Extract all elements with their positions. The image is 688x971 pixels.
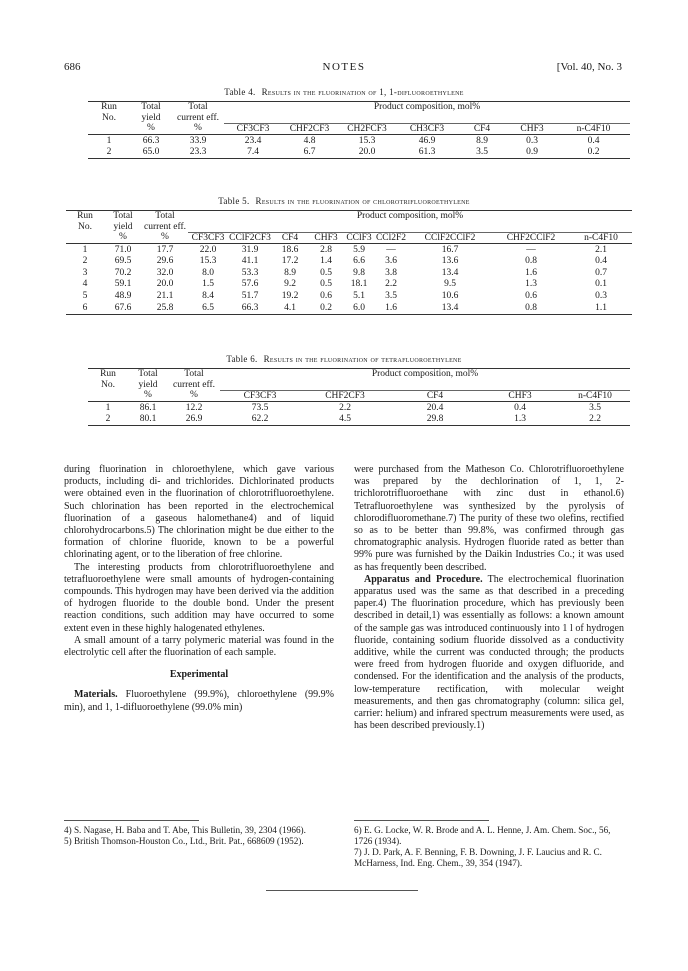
- table5-col-header: CClF2CF3: [229, 232, 271, 243]
- table5-cell: 32.0: [156, 267, 174, 278]
- table6-cell: 0.4: [514, 402, 526, 413]
- table5-cell: 6.5: [188, 302, 228, 314]
- table5-col-header: CClF3: [344, 232, 374, 244]
- volume-info: [Vol. 40, No. 3: [556, 61, 622, 73]
- table5-row: [66, 244, 632, 256]
- table4-col-header: CHF2CF3: [282, 123, 337, 135]
- table4-title: Results in the fluorination of 1, 1-difluoroethylene: [261, 87, 464, 97]
- table4-cell: 0.9: [507, 147, 557, 159]
- table4-row: [88, 147, 630, 159]
- table4-cell: 4.8: [303, 135, 316, 146]
- table5-cell: 5: [82, 290, 88, 301]
- table4-eff-label2: current eff.: [176, 112, 220, 123]
- table4-cell: 6.7: [282, 147, 337, 159]
- table6-yield-unit: %: [128, 390, 168, 402]
- table5-cell: 8.0: [202, 267, 214, 278]
- end-rule: [266, 890, 418, 891]
- table5-cell: 8.9: [284, 267, 296, 278]
- table5: [66, 210, 632, 315]
- left-paragraph-1: during fluorination in chloroethylene, which gave various products, including di- and trichlorides. Dichlorinated products were obtained even in the fluorination of chlorotrifluoroethylene. Such chlorination has been reported in the electrochemical fluorination of a gaseous halomethane4) and of liquid chlorohydrocarbons.5) The chlorination might be due either to the formation of chlorine fluoride, known to be a powerful chlorinating agent, or to the liberation of free chlorine.: [64, 464, 334, 561]
- table5-cell: 0.6: [525, 290, 537, 301]
- left-footnotes: [64, 825, 334, 847]
- table6-caption: [0, 354, 688, 364]
- table5-yield-label: Total: [104, 211, 142, 222]
- table5-cell: 69.5: [114, 256, 132, 267]
- table6-cell: 2: [88, 414, 128, 426]
- running-head: NOTES: [322, 61, 366, 73]
- table4-cell: 1: [106, 135, 112, 146]
- table5-cell: 1.1: [570, 302, 632, 314]
- table4-col-header: CH2FCF3: [337, 123, 397, 135]
- table4-cell: 8.9: [476, 135, 488, 146]
- right-footnotes: [354, 825, 624, 869]
- footnote-4: 4) S. Nagase, H. Baba and T. Abe, This Bulletin, 39, 2304 (1966).: [64, 825, 306, 835]
- table5-cell: 41.1: [241, 256, 259, 267]
- table4-no-label: No.: [102, 112, 116, 123]
- table5-cell: 31.9: [241, 244, 259, 255]
- table5-cell: 0.2: [308, 302, 344, 314]
- table5-cell: 3.6: [385, 256, 397, 267]
- page-number: 686: [64, 61, 81, 73]
- table5-cell: 2.8: [320, 244, 332, 255]
- table4-col-header: n-C4F10: [557, 123, 630, 135]
- table4-yield-label: Total: [130, 102, 172, 113]
- left-column: [64, 464, 334, 714]
- table4-number: Table 4.: [224, 87, 256, 97]
- table5-cell: 0.8: [525, 256, 537, 267]
- table4-cell: 0.4: [587, 135, 600, 146]
- table6-col-header: CF3CF3: [220, 390, 300, 402]
- table5-cell: 9.2: [284, 279, 296, 290]
- table6-cell: 73.5: [251, 402, 269, 413]
- right-footnote-rule: [354, 820, 489, 821]
- table5-title: Results in the fluorination of chlorotrifluoroethylene: [255, 196, 470, 206]
- table6-no-label: No.: [101, 379, 115, 390]
- table4-cell: 23.4: [244, 135, 262, 146]
- table4-cell: 7.4: [224, 147, 282, 159]
- table5-cell: 9.5: [444, 279, 456, 290]
- table6-eff-label2: current eff.: [172, 379, 216, 390]
- table5-cell: 6.0: [344, 302, 374, 314]
- table6: [88, 368, 630, 426]
- table5-cell: 22.0: [199, 244, 217, 255]
- table4-cell: 23.3: [172, 147, 224, 159]
- apparatus-label: Apparatus and Procedure.: [364, 573, 483, 585]
- table6-product-header: Product composition, mol%: [220, 369, 630, 380]
- table4-col-header: CF3CF3: [224, 123, 282, 135]
- table5-cell: 5.9: [353, 244, 365, 255]
- table5-cell: 5.1: [353, 290, 365, 301]
- table4-yield-label2: yield: [141, 112, 161, 123]
- table5-cell: 71.0: [114, 244, 132, 255]
- table5-cell: 0.4: [595, 256, 607, 267]
- apparatus-text: The electrochemical fluorination apparatus used was the same as that described in a preceding paper.4) The fluorination procedure, which has previously been described in detail,1) was essentially as follows: a known amount of the sample gas was introduced continuously into 1 l of hydrogen fluoride, containing sodium fluoride dissolved as a conductivity additive, while the current was conducted through; the products were freed from hydrogen fluoride and oxygen difluoride, and condensed. For the identification and the analysis of the products, low-temperature rectification, with molecular weight measurements, and then gas chromatography (column: silica gel, carrier: helium) and infrared spectrum measurements were used, as has been described previously.1): [354, 573, 624, 732]
- table5-eff-label2: current eff.: [143, 221, 187, 232]
- table5-cell: 6.6: [353, 256, 365, 267]
- table5-eff-label: Total: [142, 211, 188, 222]
- table5-cell: 1.3: [525, 279, 537, 290]
- table5-cell: 29.6: [156, 256, 174, 267]
- table4-cell: 46.9: [418, 135, 436, 146]
- table5-yield-label2: yield: [113, 221, 133, 232]
- table4-cell: 33.9: [189, 135, 207, 146]
- footnote-5: 5) British Thomson-Houston Co., Ltd., Brit. Pat., 668609 (1952).: [64, 836, 304, 846]
- table5-cell: 0.7: [595, 267, 607, 278]
- materials-label: Materials.: [74, 689, 118, 701]
- table5-cell: 0.6: [320, 290, 332, 301]
- table4-eff-label: Total: [172, 102, 224, 113]
- table5-row: [66, 290, 632, 302]
- table5-col-header: CClF2CClF2: [408, 232, 492, 244]
- table6-cell: 20.4: [426, 402, 444, 413]
- table4-col-header: CH3CF3: [397, 123, 457, 135]
- table6-col-header: n-C4F10: [560, 390, 630, 402]
- table6-cell: 2.2: [339, 402, 351, 413]
- table5-cell: 0.1: [595, 279, 607, 290]
- table6-row: [88, 402, 630, 414]
- table5-col-header: n-C4F10: [570, 232, 632, 244]
- table5-cell: 6: [66, 302, 104, 314]
- table6-number: Table 6.: [226, 354, 258, 364]
- table5-cell: 18.6: [281, 244, 299, 255]
- table6-title: Results in the fluorination of tetrafluoroethylene: [263, 354, 462, 364]
- table5-cell: 0.8: [492, 302, 570, 314]
- table4-cell: 15.3: [358, 135, 376, 146]
- left-footnote-rule: [64, 820, 199, 821]
- table4-brace: [224, 113, 630, 124]
- table5-cell: 1.5: [202, 279, 214, 290]
- table5-cell: 66.3: [228, 302, 272, 314]
- table6-eff-unit: %: [168, 390, 220, 402]
- table5-cell: 10.6: [441, 290, 459, 301]
- table5-cell: 8.4: [202, 290, 214, 301]
- table5-cell: 2.1: [595, 244, 607, 255]
- table6-run-label: Run: [88, 369, 128, 380]
- table5-cell: 0.5: [320, 279, 332, 290]
- table5-cell: 48.9: [114, 290, 132, 301]
- table6-cell: 2.2: [560, 414, 630, 426]
- table5-cell: 59.1: [114, 279, 132, 290]
- table5-cell: 1: [82, 244, 88, 255]
- table4-product-header: Product composition, mol%: [224, 102, 630, 113]
- table4-cell: 0.2: [557, 147, 630, 159]
- table4-run-label: Run: [88, 102, 130, 113]
- left-paragraph-3: A small amount of a tarry polymeric material was found in the electrolytic cell after the fluorination of each sample.: [64, 634, 334, 659]
- table5-cell: 0.5: [320, 267, 332, 278]
- table6-yield-label2: yield: [138, 379, 158, 390]
- table5-cell: 25.8: [142, 302, 188, 314]
- table6-cell: 80.1: [128, 414, 168, 426]
- table4-yield-unit: %: [130, 123, 172, 135]
- table4-cell: 65.0: [130, 147, 172, 159]
- table5-cell: 9.8: [353, 267, 365, 278]
- table5-yield-unit: %: [104, 232, 142, 244]
- table5-col-header: CF3CF3: [188, 232, 228, 244]
- table6-cell: 3.5: [589, 402, 601, 413]
- table5-col-header: CHF3: [308, 232, 344, 244]
- table5-cell: 1.6: [374, 302, 408, 314]
- table5-cell: —: [386, 244, 396, 255]
- table5-caption: [0, 196, 688, 206]
- table5-cell: 70.2: [114, 267, 132, 278]
- table5-cell: 17.2: [281, 256, 299, 267]
- table6-col-header: CF4: [390, 390, 480, 402]
- table4-cell: 66.3: [142, 135, 160, 146]
- table6-cell: 1.3: [480, 414, 560, 426]
- table5-cell: 4: [82, 279, 88, 290]
- table6-brace: [220, 380, 630, 391]
- table5-col-header: CF4: [272, 232, 308, 244]
- left-paragraph-2: The interesting products from chlorotrifluoroethylene and tetrafluoroethylene were small amounts of hydrogen-containing compounds. This hydrogen may have been derived via the addition of hydrogen fluoride to the double bond. Under the present reaction conditions, such addition may have occurred to some extent even in these highly halogenated ethylenes.: [64, 561, 334, 634]
- table4-cell: 3.5: [457, 147, 507, 159]
- footnote-6: 6) E. G. Locke, W. R. Brode and A. L. Henne, J. Am. Chem. Soc., 56, 1726 (1934).: [354, 825, 611, 846]
- table5-cell: 13.4: [408, 302, 492, 314]
- table5-col-header: CCl2F2: [375, 232, 407, 243]
- table5-cell: 18.1: [350, 279, 368, 290]
- table4-col-header: CHF3: [507, 123, 557, 135]
- table5-cell: 0.3: [595, 290, 607, 301]
- table5-cell: 13.4: [441, 267, 459, 278]
- table5-cell: 57.6: [241, 279, 259, 290]
- table4-eff-unit: %: [172, 123, 224, 135]
- table4-cell: 61.3: [397, 147, 457, 159]
- table5-cell: 67.6: [104, 302, 142, 314]
- table6-col-header: CHF2CF3: [300, 390, 390, 402]
- table5-cell: 16.7: [441, 244, 459, 255]
- table5-cell: 2: [82, 256, 88, 267]
- table5-row: [66, 279, 632, 291]
- table6-cell: 26.9: [168, 414, 220, 426]
- table4-col-header: CF4: [457, 123, 507, 135]
- table5-cell: 53.3: [241, 267, 259, 278]
- table5-product-header: Product composition, mol%: [188, 211, 632, 222]
- table4: [88, 101, 630, 159]
- table5-cell: 15.3: [199, 256, 217, 267]
- footnote-7: 7) J. D. Park, A. F. Benning, F. B. Downing, J. F. Laucius and R. C. McHarness, Ind. Eng. Chem., 39, 354 (1947).: [354, 847, 602, 868]
- table5-brace: [188, 222, 632, 233]
- table5-cell: 20.0: [156, 279, 174, 290]
- table5-row: [66, 267, 632, 279]
- table6-col-header: CHF3: [480, 390, 560, 402]
- table6-eff-label: Total: [168, 369, 220, 380]
- table4-cell: 0.3: [526, 135, 538, 146]
- table6-row: [88, 414, 630, 426]
- table5-eff-unit: %: [142, 232, 188, 244]
- table5-cell: 3: [82, 267, 88, 278]
- table6-cell: 12.2: [185, 402, 203, 413]
- table4-cell: 20.0: [337, 147, 397, 159]
- table6-cell: 86.1: [139, 402, 157, 413]
- table4-row: [88, 135, 630, 147]
- table5-cell: 19.2: [281, 290, 299, 301]
- table4-cell: 2: [88, 147, 130, 159]
- table5-run-label: Run: [66, 211, 104, 222]
- table6-yield-label: Total: [128, 369, 168, 380]
- table5-cell: 13.6: [441, 256, 459, 267]
- table5-cell: 3.8: [385, 267, 397, 278]
- table5-row: [66, 302, 632, 314]
- table6-cell: 1: [105, 402, 111, 413]
- table5-number: Table 5.: [218, 196, 250, 206]
- table5-cell: 1.4: [320, 256, 332, 267]
- table5-cell: 17.7: [156, 244, 174, 255]
- table5-cell: 2.2: [385, 279, 397, 290]
- table6-cell: 62.2: [220, 414, 300, 426]
- table6-cell: 4.5: [300, 414, 390, 426]
- table6-cell: 29.8: [390, 414, 480, 426]
- experimental-heading: Experimental: [169, 669, 229, 681]
- materials-text: Fluoroethylene (99.9%), chloroethylene (99.9% min), and 1, 1-difluoroethylene (99.0% min): [64, 689, 334, 713]
- table5-cell: —: [526, 244, 536, 255]
- table5-cell: 1.6: [525, 267, 537, 278]
- table5-cell: 21.1: [156, 290, 174, 301]
- table5-cell: 4.1: [272, 302, 308, 314]
- table5-cell: 3.5: [385, 290, 397, 301]
- table5-row: [66, 256, 632, 268]
- table4-caption: [0, 87, 688, 97]
- right-column: [354, 464, 624, 732]
- right-paragraph-1: were purchased from the Matheson Co. Chlorotrifluoroethylene was prepared by the dechlorination of 1, 1, 2-trichlorotrifluoroethane with zinc dust in ethanol.6) Tetrafluoroethylene was synthesized by the pyrolysis of chlorodifluoromethane.7) The purity of these two olefins, rectified so as to be better than 99.8%, was confirmed through gas chromatographic analysis. Hydrogen fluoride rated as better than 99% pure was furnished by the Daikin Industries Co.; it was used as has frequently been described.: [354, 464, 624, 573]
- table5-no-label: No.: [78, 221, 92, 232]
- table5-cell: 51.7: [241, 290, 259, 301]
- table5-col-header: CHF2CClF2: [492, 232, 570, 244]
